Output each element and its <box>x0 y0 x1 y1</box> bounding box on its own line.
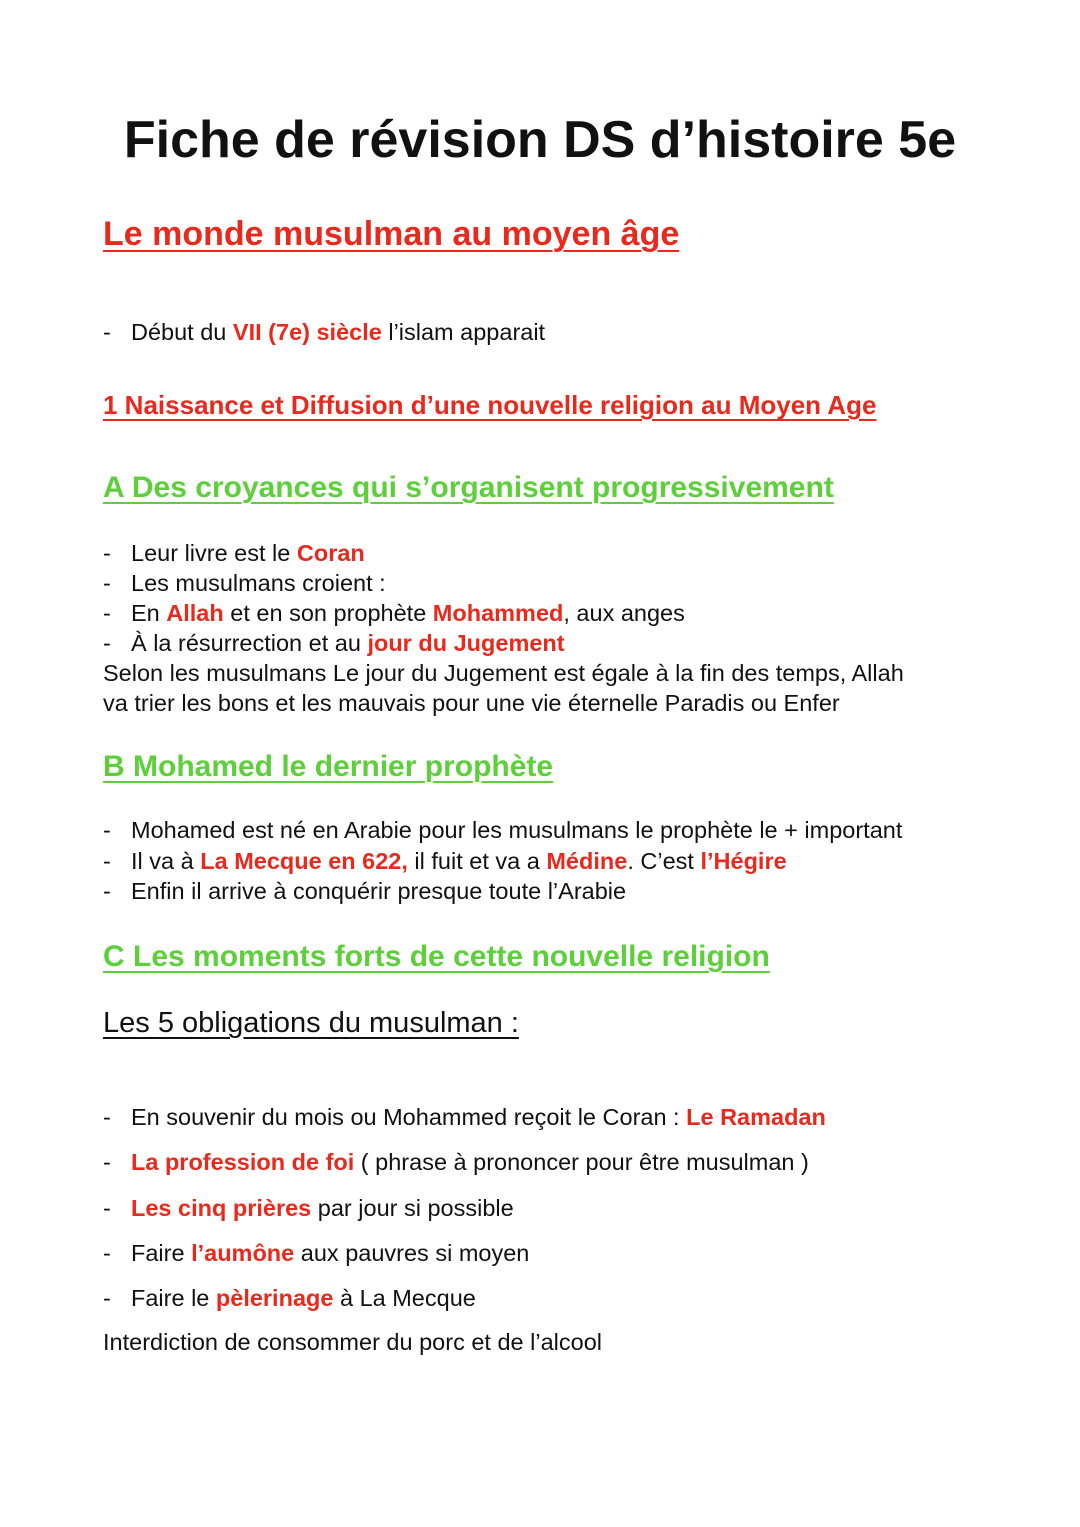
page-title: Fiche de révision DS d’histoire 5e <box>123 111 957 169</box>
list-item: - La profession de foi ( phrase à prononcer pour être musulman ) <box>103 1149 809 1175</box>
list-item: - Enfin il arrive à conquérir presque toute l’Arabie <box>103 878 627 904</box>
section-1-heading: 1 Naissance et Diffusion d’une nouvelle religion au Moyen Age <box>103 390 877 420</box>
paragraph-line: Selon les musulmans Le jour du Jugement est égale à la fin des temps, Allah <box>103 660 904 686</box>
paragraph-line: va trier les bons et les mauvais pour une vie éternelle Paradis ou Enfer <box>103 690 840 716</box>
intro-line: - Début du VII (7e) siècle l’islam apparait <box>103 319 546 345</box>
section-c-heading: C Les moments forts de cette nouvelle religion <box>103 940 770 973</box>
list-item: - Les musulmans croient : <box>103 570 386 596</box>
footer-note: Interdiction de consommer du porc et de l’alcool <box>103 1329 602 1355</box>
list-item: - Mohamed est né en Arabie pour les musulmans le prophète le + important <box>103 817 903 843</box>
list-item: - Leur livre est le Coran <box>103 540 365 566</box>
bullet-dash: - <box>103 319 111 345</box>
section-a-heading: A Des croyances qui s’organisent progressivement <box>103 471 834 504</box>
obligations-subheading: Les 5 obligations du musulman : <box>103 1007 519 1039</box>
list-item: - Il va à La Mecque en 622, il fuit et va a Médine. C’est l’Hégire <box>103 848 787 874</box>
list-item: - À la résurrection et au jour du Jugement <box>103 630 565 656</box>
list-item: - En souvenir du mois ou Mohammed reçoit le Coran : Le Ramadan <box>103 1104 826 1130</box>
list-item: - En Allah et en son prophète Mohammed, aux anges <box>103 600 685 626</box>
section-b-heading: B Mohamed le dernier prophète <box>103 750 554 783</box>
list-item: - Les cinq prières par jour si possible <box>103 1195 514 1221</box>
list-item: - Faire l’aumône aux pauvres si moyen <box>103 1240 530 1266</box>
main-heading: Le monde musulman au moyen âge <box>103 215 680 253</box>
list-item: - Faire le pèlerinage à La Mecque <box>103 1285 476 1311</box>
